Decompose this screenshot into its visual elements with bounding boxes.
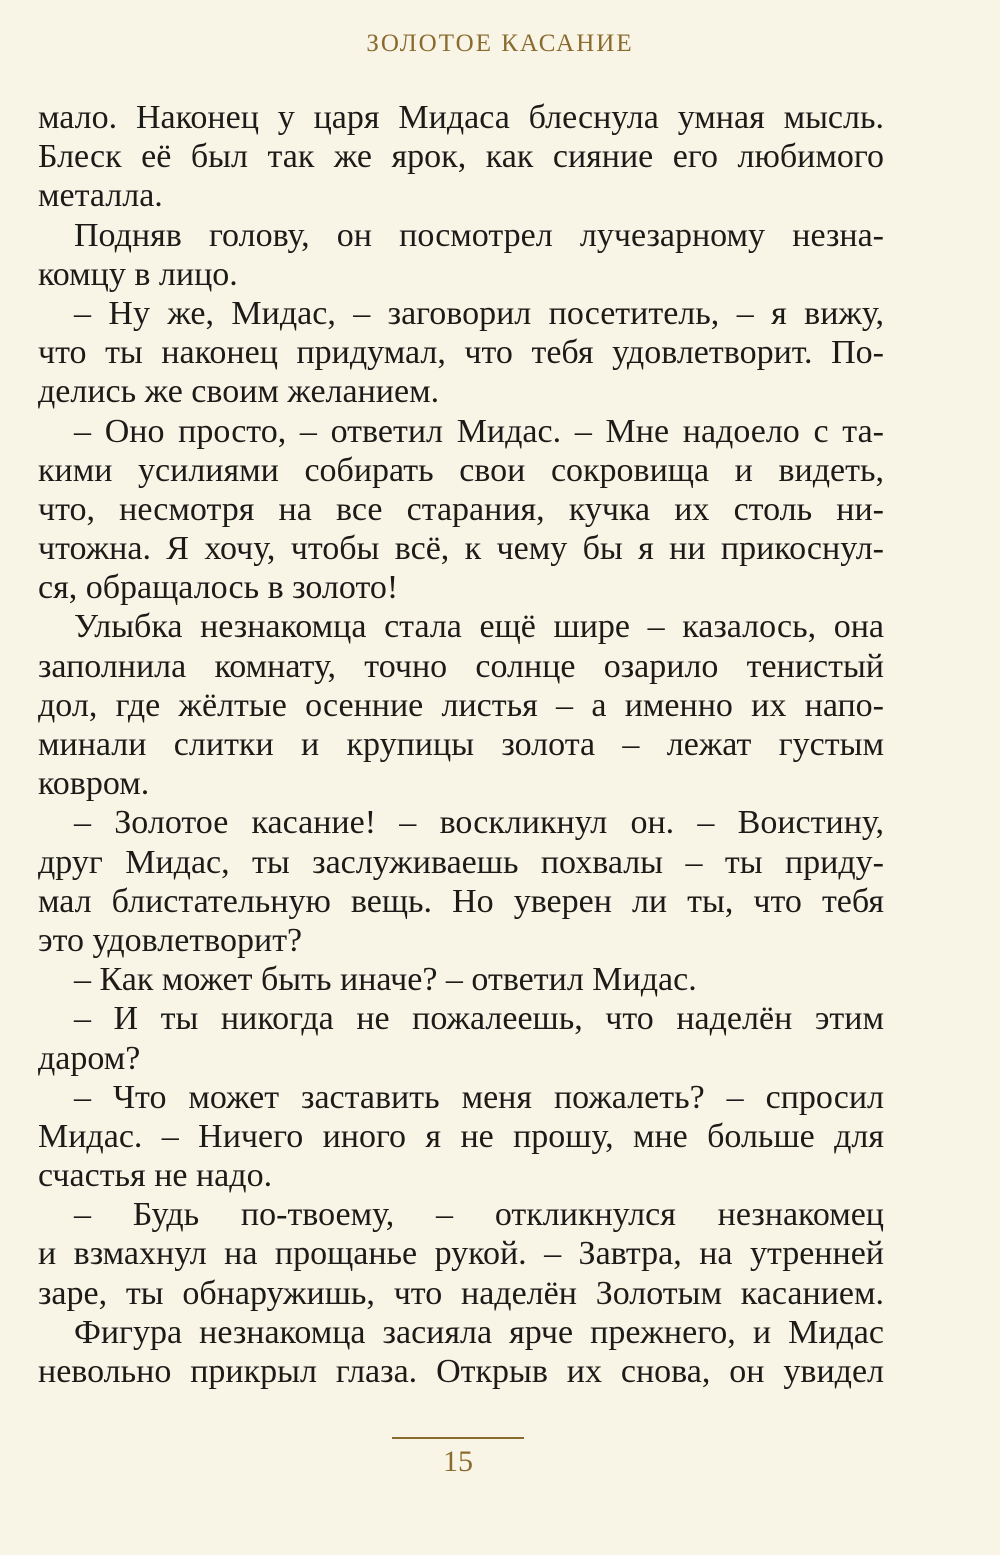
text-line: дол, где жёлтые осенние листья – а именно их напо- [38, 686, 884, 724]
text-line: – И ты никогда не пожалеешь, что наделён этим [74, 1000, 884, 1038]
text-line: Мидас. – Ничего иного я не прошу, мне больше для [38, 1117, 884, 1155]
text-line: невольно прикрыл глаза. Открыв их снова, он увидел [38, 1353, 884, 1390]
text-line: делись же своим желанием. [38, 373, 440, 411]
text-line: мал блистательную вещь. Но уверен ли ты, что тебя [38, 882, 884, 920]
text-line: мало. Наконец у царя Мидаса блеснула умная мысль. [38, 99, 884, 136]
text-line: – Оно просто, – ответил Мидас. – Мне надоело с та- [74, 412, 884, 450]
text-line: ковром. [38, 765, 150, 803]
text-line: Фигура незнакомца засияла ярче прежнего, и Мидас [74, 1313, 884, 1351]
text-line: это удовлетворит? [38, 921, 303, 959]
text-line: комцу в лицо. [38, 255, 238, 293]
text-line: – Как может быть иначе? – ответил Мидас. [74, 961, 697, 999]
text-line: друг Мидас, ты заслуживаешь похвалы – ты приду- [38, 843, 884, 881]
text-line: даром? [38, 1039, 141, 1077]
text-line: что ты наконец придумал, что тебя удовлетворит. По- [38, 334, 884, 372]
page-number: 15 [443, 1445, 473, 1478]
text-line: – Что может заставить меня пожалеть? – спросил [74, 1078, 884, 1116]
text-line: – Ну же, Мидас, – заговорил посетитель, – я вижу, [74, 294, 884, 332]
running-head: ЗОЛОТОЕ КАСАНИЕ [366, 30, 634, 57]
body-text [38, 98, 884, 1391]
text-line: что, несмотря на все старания, кучка их столь ни- [38, 490, 884, 528]
text-line: металла. [38, 177, 163, 215]
text-line: – Будь по-твоему, – откликнулся незнакомец [74, 1196, 884, 1234]
text-line: Подняв голову, он посмотрел лучезарному незна- [74, 216, 884, 254]
text-line: и взмахнул на прощанье рукой. – Завтра, на утренней [38, 1235, 884, 1273]
text-line: минали слитки и крупицы золота – лежат густым [38, 726, 884, 763]
text-line: заре, ты обнаружишь, что наделён Золотым касанием. [38, 1274, 884, 1312]
text-line: ся, обращалось в золото! [38, 569, 399, 607]
text-line: – Золотое касание! – воскликнул он. – Воистину, [74, 804, 884, 842]
text-line: счастья не надо. [38, 1157, 273, 1195]
text-line: Улыбка незнакомца стала ещё шире – казалось, она [74, 608, 884, 646]
text-line: заполнила комнату, точно солнце озарило тенистый [38, 647, 884, 685]
text-line: кими усилиями собирать свои сокровища и видеть, [38, 451, 884, 489]
folio-rule [392, 1437, 524, 1439]
text-line: Блеск её был так же ярок, как сияние его любимого [38, 138, 884, 176]
text-line: чтожна. Я хочу, чтобы всё, к чему бы я ни прикоснул- [38, 530, 884, 568]
